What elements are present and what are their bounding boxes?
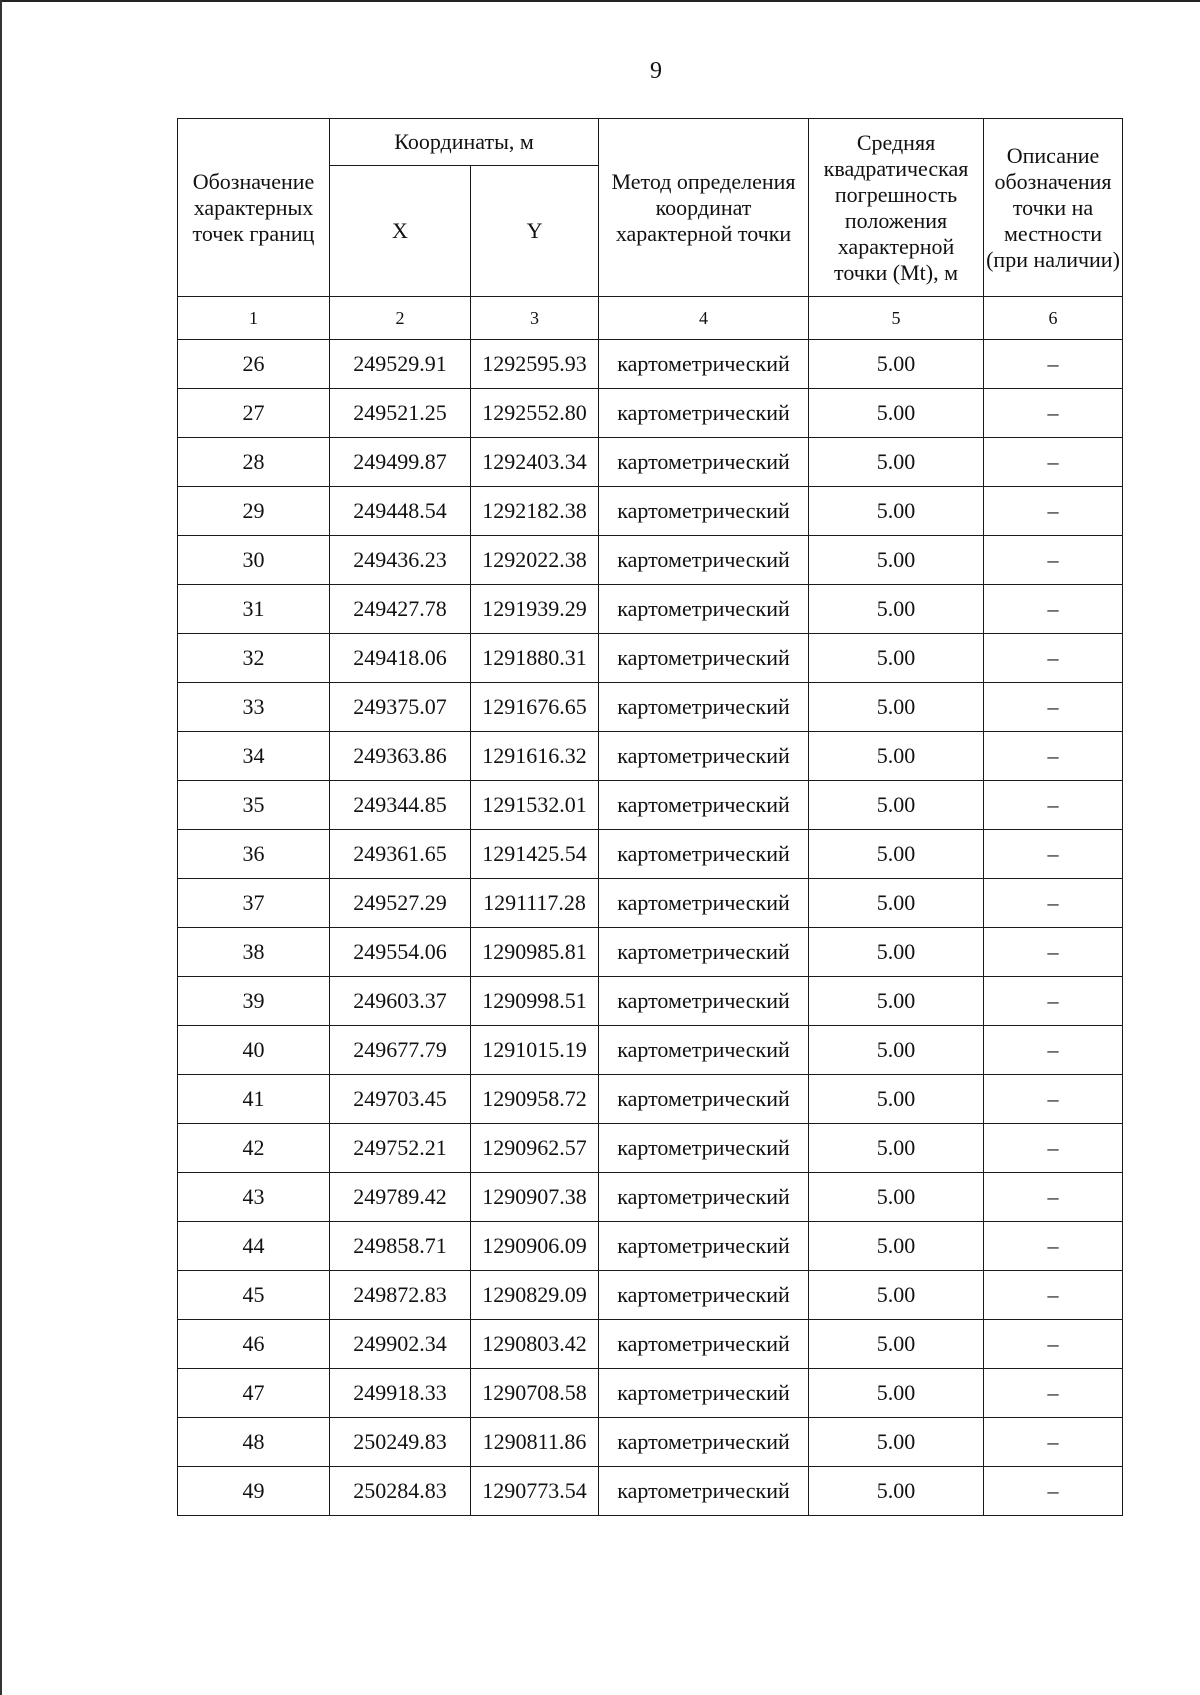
cell-error: 5.00 [809,1075,984,1124]
cell-method: картометрический [599,683,809,732]
table-row [178,977,1123,1026]
table-row [178,487,1123,536]
cell-x-coordinate: 249789.42 [330,1173,471,1222]
table-row [178,732,1123,781]
cell-point-number: 41 [178,1075,330,1124]
cell-description: – [984,389,1123,438]
header-x: X [330,166,471,297]
table-row [178,1124,1123,1173]
cell-x-coordinate: 249603.37 [330,977,471,1026]
column-number: 5 [809,297,984,340]
cell-method: картометрический [599,389,809,438]
column-number: 2 [330,297,471,340]
cell-y-coordinate: 1291015.19 [471,1026,599,1075]
cell-point-number: 42 [178,1124,330,1173]
cell-description: – [984,830,1123,879]
cell-error: 5.00 [809,1418,984,1467]
cell-method: картометрический [599,536,809,585]
page-number: 9 [650,58,662,84]
cell-y-coordinate: 1291532.01 [471,781,599,830]
cell-description: – [984,634,1123,683]
table-row [178,1467,1123,1516]
cell-x-coordinate: 249918.33 [330,1369,471,1418]
cell-method: картометрический [599,1369,809,1418]
cell-method: картометрический [599,585,809,634]
table-row [178,536,1123,585]
cell-description: – [984,781,1123,830]
cell-y-coordinate: 1290773.54 [471,1467,599,1516]
cell-y-coordinate: 1290998.51 [471,977,599,1026]
cell-y-coordinate: 1291939.29 [471,585,599,634]
table-row [178,585,1123,634]
table-row [178,1173,1123,1222]
cell-point-number: 48 [178,1418,330,1467]
cell-method: картометрический [599,1222,809,1271]
cell-error: 5.00 [809,1173,984,1222]
cell-x-coordinate: 249858.71 [330,1222,471,1271]
cell-x-coordinate: 249427.78 [330,585,471,634]
cell-point-number: 35 [178,781,330,830]
cell-y-coordinate: 1291676.65 [471,683,599,732]
cell-error: 5.00 [809,977,984,1026]
column-number: 6 [984,297,1123,340]
cell-x-coordinate: 250249.83 [330,1418,471,1467]
cell-description: – [984,1173,1123,1222]
table-row [178,683,1123,732]
cell-x-coordinate: 249344.85 [330,781,471,830]
cell-description: – [984,1271,1123,1320]
cell-error: 5.00 [809,1222,984,1271]
cell-description: – [984,928,1123,977]
table-row [178,634,1123,683]
cell-point-number: 33 [178,683,330,732]
header-point-designation: Обозначение характерных точек границ [178,119,330,297]
cell-point-number: 49 [178,1467,330,1516]
cell-x-coordinate: 249521.25 [330,389,471,438]
cell-error: 5.00 [809,781,984,830]
cell-x-coordinate: 249418.06 [330,634,471,683]
cell-y-coordinate: 1290708.58 [471,1369,599,1418]
table-row [178,1418,1123,1467]
cell-y-coordinate: 1291616.32 [471,732,599,781]
cell-y-coordinate: 1292182.38 [471,487,599,536]
cell-point-number: 40 [178,1026,330,1075]
cell-error: 5.00 [809,1271,984,1320]
cell-method: картометрический [599,879,809,928]
cell-description: – [984,977,1123,1026]
table-row [178,1222,1123,1271]
cell-error: 5.00 [809,340,984,389]
header-description: Описание обозначения точки на местности (при наличии) [984,119,1123,297]
cell-x-coordinate: 249902.34 [330,1320,471,1369]
table-row [178,1271,1123,1320]
cell-error: 5.00 [809,1026,984,1075]
cell-y-coordinate: 1290907.38 [471,1173,599,1222]
cell-x-coordinate: 249436.23 [330,536,471,585]
cell-error: 5.00 [809,389,984,438]
cell-y-coordinate: 1291880.31 [471,634,599,683]
scan-border-left [0,0,2,1695]
cell-description: – [984,536,1123,585]
cell-description: – [984,1124,1123,1173]
scan-border-top [0,0,1200,2]
header-method: Метод определения координат характерной точки [599,119,809,297]
cell-y-coordinate: 1290829.09 [471,1271,599,1320]
cell-method: картометрический [599,732,809,781]
table-row [178,438,1123,487]
cell-error: 5.00 [809,928,984,977]
cell-point-number: 32 [178,634,330,683]
cell-x-coordinate: 249375.07 [330,683,471,732]
cell-description: – [984,585,1123,634]
header-mean-square-error: Средняя квадратическая погрешность положения характерной точки (Mt), м [809,119,984,297]
cell-x-coordinate: 249872.83 [330,1271,471,1320]
cell-method: картометрический [599,781,809,830]
cell-error: 5.00 [809,585,984,634]
cell-error: 5.00 [809,830,984,879]
table-body [178,340,1123,1516]
cell-error: 5.00 [809,683,984,732]
cell-point-number: 39 [178,977,330,1026]
cell-error: 5.00 [809,438,984,487]
cell-description: – [984,1026,1123,1075]
table-row [178,1320,1123,1369]
cell-x-coordinate: 249527.29 [330,879,471,928]
cell-point-number: 27 [178,389,330,438]
cell-point-number: 45 [178,1271,330,1320]
cell-y-coordinate: 1290985.81 [471,928,599,977]
cell-y-coordinate: 1290803.42 [471,1320,599,1369]
cell-x-coordinate: 249363.86 [330,732,471,781]
cell-method: картометрический [599,1026,809,1075]
cell-method: картометрический [599,634,809,683]
cell-point-number: 46 [178,1320,330,1369]
table-row [178,830,1123,879]
table-row [178,1369,1123,1418]
cell-y-coordinate: 1290811.86 [471,1418,599,1467]
cell-x-coordinate: 249703.45 [330,1075,471,1124]
cell-y-coordinate: 1290958.72 [471,1075,599,1124]
column-number: 1 [178,297,330,340]
table-row [178,389,1123,438]
cell-description: – [984,438,1123,487]
cell-description: – [984,732,1123,781]
cell-point-number: 30 [178,536,330,585]
cell-x-coordinate: 249448.54 [330,487,471,536]
cell-description: – [984,1369,1123,1418]
cell-method: картометрический [599,438,809,487]
cell-y-coordinate: 1290906.09 [471,1222,599,1271]
table-row [178,879,1123,928]
cell-method: картометрический [599,1418,809,1467]
column-numbers-row [178,297,1123,340]
cell-description: – [984,487,1123,536]
table-row [178,1075,1123,1124]
cell-point-number: 29 [178,487,330,536]
cell-method: картометрический [599,1467,809,1516]
cell-error: 5.00 [809,1369,984,1418]
cell-x-coordinate: 249529.91 [330,340,471,389]
cell-y-coordinate: 1291425.54 [471,830,599,879]
cell-x-coordinate: 250284.83 [330,1467,471,1516]
header-coordinates-group: Координаты, м [330,119,599,166]
cell-error: 5.00 [809,1320,984,1369]
cell-error: 5.00 [809,1124,984,1173]
cell-description: – [984,879,1123,928]
cell-method: картометрический [599,928,809,977]
cell-x-coordinate: 249554.06 [330,928,471,977]
cell-error: 5.00 [809,634,984,683]
cell-method: картометрический [599,977,809,1026]
cell-point-number: 36 [178,830,330,879]
cell-description: – [984,1418,1123,1467]
cell-y-coordinate: 1292595.93 [471,340,599,389]
cell-x-coordinate: 249752.21 [330,1124,471,1173]
cell-point-number: 31 [178,585,330,634]
cell-error: 5.00 [809,879,984,928]
table-row [178,781,1123,830]
cell-description: – [984,1467,1123,1516]
cell-error: 5.00 [809,732,984,781]
cell-method: картометрический [599,1271,809,1320]
cell-point-number: 37 [178,879,330,928]
cell-method: картометрический [599,830,809,879]
header-row-top [178,119,1123,166]
cell-description: – [984,1222,1123,1271]
cell-method: картометрический [599,340,809,389]
column-number: 3 [471,297,599,340]
cell-method: картометрический [599,1075,809,1124]
table-row [178,340,1123,389]
cell-y-coordinate: 1292022.38 [471,536,599,585]
cell-y-coordinate: 1291117.28 [471,879,599,928]
cell-y-coordinate: 1290962.57 [471,1124,599,1173]
cell-x-coordinate: 249677.79 [330,1026,471,1075]
cell-method: картометрический [599,1320,809,1369]
cell-error: 5.00 [809,536,984,585]
cell-point-number: 34 [178,732,330,781]
cell-point-number: 26 [178,340,330,389]
cell-point-number: 47 [178,1369,330,1418]
cell-error: 5.00 [809,1467,984,1516]
cell-description: – [984,683,1123,732]
cell-y-coordinate: 1292552.80 [471,389,599,438]
cell-error: 5.00 [809,487,984,536]
cell-method: картометрический [599,1173,809,1222]
cell-point-number: 38 [178,928,330,977]
coordinates-table [177,118,1123,1516]
header-y: Y [471,166,599,297]
cell-method: картометрический [599,487,809,536]
cell-description: – [984,1320,1123,1369]
cell-x-coordinate: 249361.65 [330,830,471,879]
table-row [178,928,1123,977]
cell-description: – [984,340,1123,389]
cell-point-number: 28 [178,438,330,487]
cell-description: – [984,1075,1123,1124]
cell-method: картометрический [599,1124,809,1173]
cell-y-coordinate: 1292403.34 [471,438,599,487]
cell-point-number: 43 [178,1173,330,1222]
table-row [178,1026,1123,1075]
cell-point-number: 44 [178,1222,330,1271]
cell-x-coordinate: 249499.87 [330,438,471,487]
column-number: 4 [599,297,809,340]
